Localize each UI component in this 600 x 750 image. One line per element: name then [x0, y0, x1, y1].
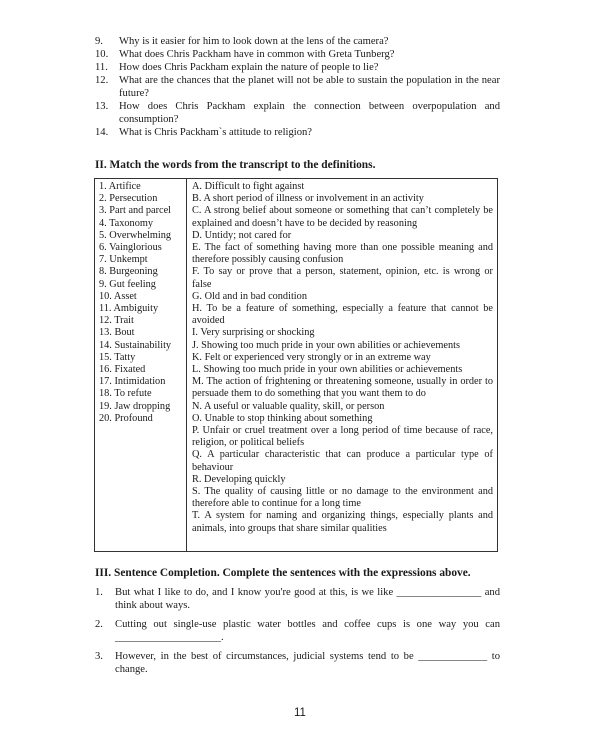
- word-item: 14. Sustainability: [99, 339, 172, 351]
- word-item: 16. Fixated: [99, 364, 146, 376]
- definition-item: H. To be a feature of something, especially a feature that cannot be avoided: [192, 303, 493, 327]
- sentence-item: 3. However, in the best of circumstances, judicial systems tend to be _____________ to change.: [95, 651, 500, 675]
- definition-item: A. Difficult to fight against: [192, 181, 305, 192]
- definition-item: C. A strong belief about someone or something that can’t completely be explained and doesn’t have to be decided by reasoning: [192, 205, 493, 229]
- word-item: 1. Artifice: [99, 181, 141, 192]
- question-item: 13. How does Chris Packham explain the connection between overpopulation and consumption?: [95, 101, 500, 125]
- definition-item: T. A system for naming and organizing things, especially plants and animals, into groups that share similar qualities: [192, 510, 493, 534]
- sentence-item: 2. Cutting out single-use plastic water bottles and coffee cups is one way you can ____________________.: [95, 619, 500, 643]
- word-item: 4. Taxonomy: [99, 217, 154, 229]
- word-item: 17. Intimidation: [99, 376, 166, 388]
- section-3-heading: III. Sentence Completion. Complete the sentences with the expressions above.: [95, 567, 471, 579]
- word-item: 19. Jaw dropping: [99, 400, 171, 412]
- question-item: 14. What is Chris Packham`s attitude to religion?: [95, 127, 312, 138]
- definition-item: P. Unfair or cruel treatment over a long period of time because of race, religion, or political beliefs: [192, 425, 493, 449]
- word-item: 5. Overwhelming: [99, 229, 172, 241]
- definition-item: Q. A particular characteristic that can produce a particular type of behaviour: [192, 449, 493, 473]
- word-item: 12. Trait: [99, 315, 134, 327]
- sentence-item: 1. But what I like to do, and I know you're good at this, is we like ________________ and think about ways.: [95, 587, 500, 611]
- word-item: 3. Part and parcel: [99, 205, 172, 217]
- word-item: 8. Burgeoning: [99, 266, 158, 278]
- word-item: 18. To refute: [99, 388, 152, 400]
- page-number: 11: [294, 707, 306, 719]
- word-item: 7. Unkempt: [99, 254, 148, 266]
- sentence-list: [95, 586, 500, 682]
- definition-item: N. A useful or valuable quality, skill, or person: [192, 400, 385, 412]
- words-column: [95, 179, 187, 551]
- question-item: 11. How does Chris Packham explain the nature of people to lie?: [95, 62, 379, 73]
- definition-item: F. To say or prove that a person, statement, opinion, etc. is wrong or false: [192, 266, 493, 290]
- word-item: 2. Persecution: [99, 193, 158, 205]
- word-item: 6. Vainglorious: [99, 242, 162, 254]
- definition-item: M. The action of frightening or threatening someone, usually in order to persuade them to do something that you want them to do: [192, 376, 493, 400]
- word-item: 11. Ambiguity: [99, 303, 159, 315]
- definition-item: L. Showing too much pride in your own abilities or achievements: [192, 364, 463, 376]
- definition-item: S. The quality of causing little or no damage to the environment and therefore able to continue for a long time: [192, 486, 493, 510]
- definition-item: R. Developing quickly: [192, 473, 286, 485]
- matching-table: [94, 178, 498, 552]
- definition-item: E. The fact of something having more than one possible meaning and therefore possibly causing confusion: [192, 242, 493, 266]
- definition-item: G. Old and in bad condition: [192, 290, 307, 302]
- word-item: 9. Gut feeling: [99, 278, 156, 290]
- section-2-heading: II. Match the words from the transcript to the definitions.: [95, 159, 376, 171]
- word-item: 20. Profound: [99, 412, 153, 424]
- question-list: [95, 35, 500, 139]
- word-item: 13. Bout: [99, 327, 135, 339]
- definition-item: I. Very surprising or shocking: [192, 327, 315, 339]
- definition-item: D. Untidy; not cared for: [192, 229, 292, 241]
- question-item: 12. What are the chances that the planet will not be able to sustain the population in the near future?: [95, 75, 500, 99]
- word-item: 15. Tatty: [99, 351, 136, 363]
- definition-item: J. Showing too much pride in your own abilities or achievements: [192, 339, 460, 351]
- definition-item: O. Unable to stop thinking about something: [192, 412, 373, 424]
- definition-item: K. Felt or experienced very strongly or in an extreme way: [192, 351, 431, 363]
- question-item: 9. Why is it easier for him to look down at the lens of the camera?: [95, 36, 389, 47]
- question-item: 10. What does Chris Packham have in common with Greta Tunberg?: [95, 49, 395, 60]
- definition-item: B. A short period of illness or involvement in an activity: [192, 193, 424, 205]
- word-item: 10. Asset: [99, 290, 137, 302]
- definitions-column: [187, 179, 497, 551]
